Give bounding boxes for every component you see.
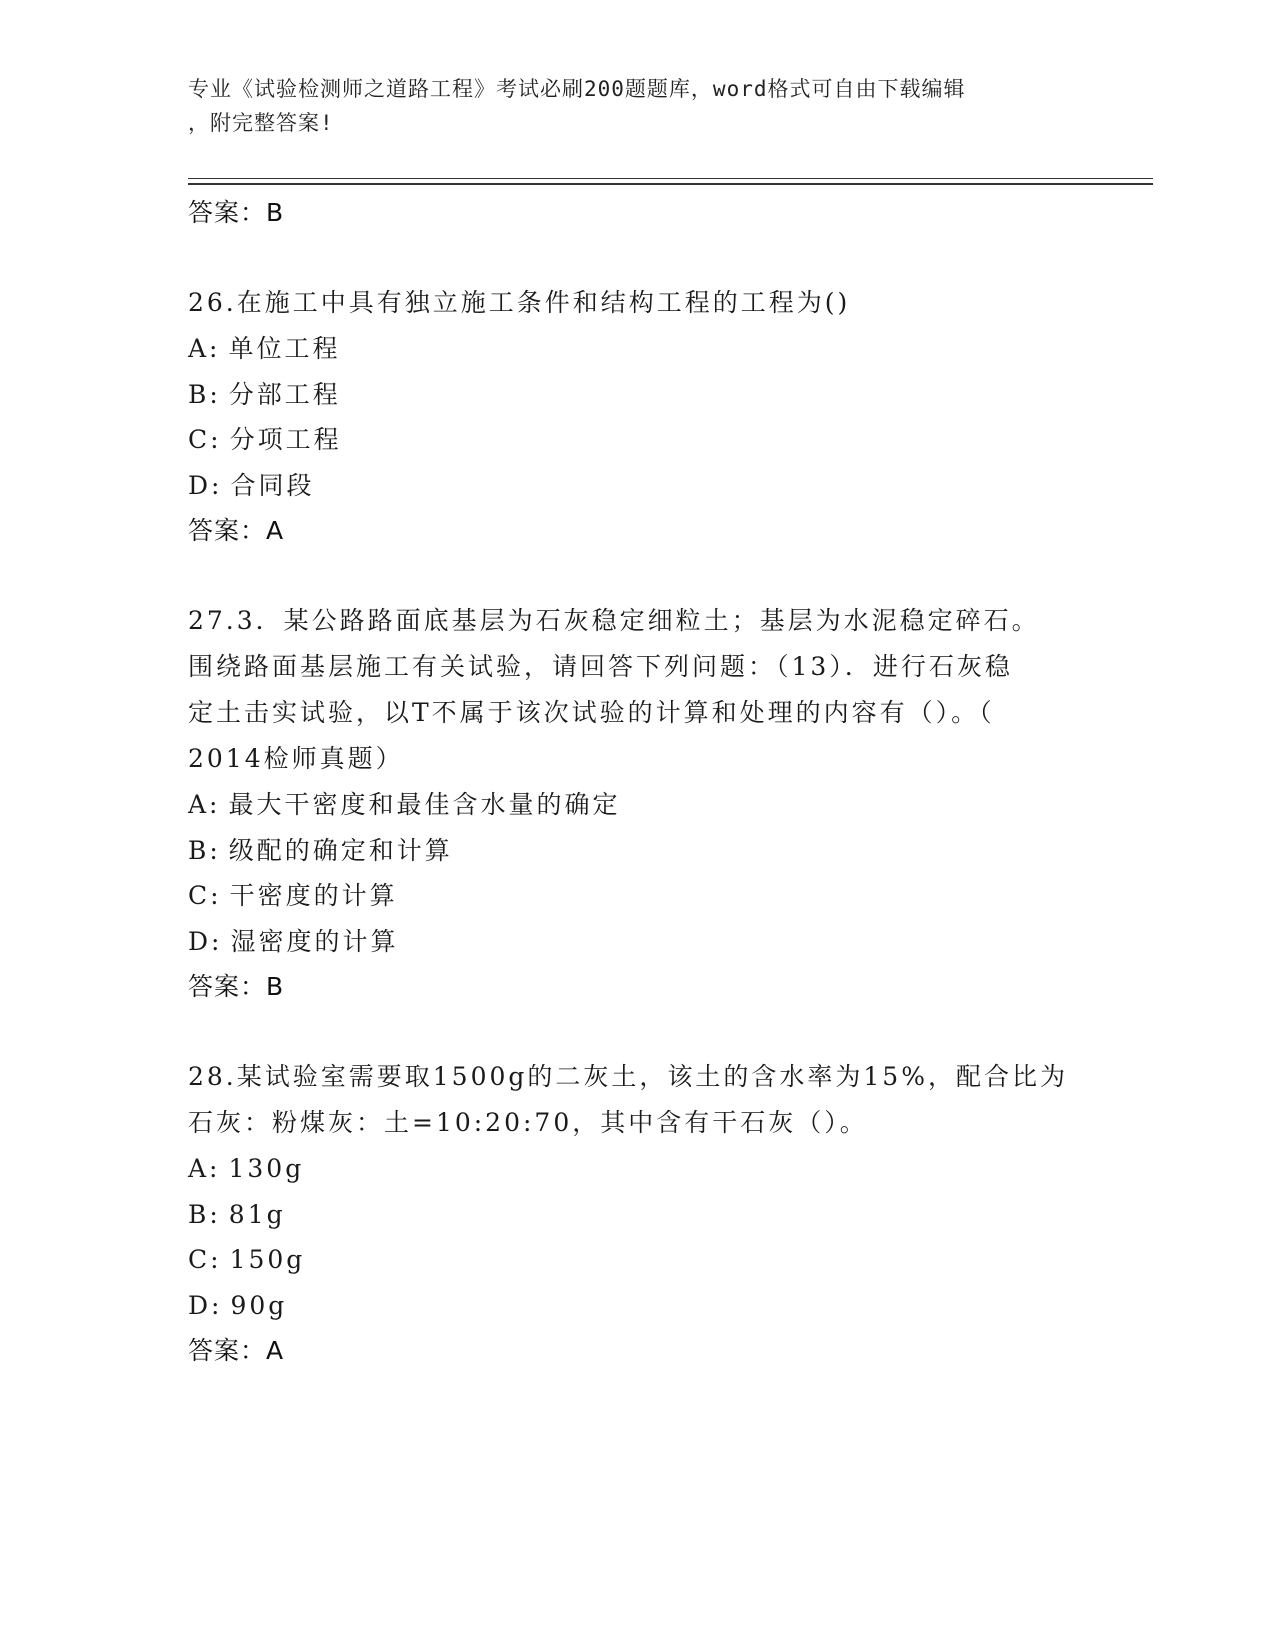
question-26-option-a — [188, 326, 1068, 372]
question-26-stem: 26.在施工中具有独立施工条件和结构工程的工程为() — [188, 288, 851, 317]
option-key: A: — [188, 334, 221, 363]
question-27-stem-line-3: 定土击实试验，以T不属于该次试验的计算和处理的内容有（）。（ — [188, 698, 995, 727]
option-text: 干密度的计算 — [229, 881, 398, 910]
option-key: C: — [188, 1245, 222, 1274]
question-27-option-b — [188, 828, 1068, 874]
question-27-answer: 答案：B — [188, 972, 285, 1001]
header-line-1: 专业《试验检测师之道路工程》考试必刷200题题库，word格式可自由下载编辑 — [188, 77, 966, 101]
option-text: 分项工程 — [229, 425, 342, 454]
option-text: 湿密度的计算 — [230, 926, 399, 956]
question-27-option-c — [188, 873, 1068, 919]
question-28-option-d — [188, 1283, 1068, 1329]
option-text: 最大干密度和最佳含水量的确定 — [228, 790, 621, 819]
question-28-stem-line-1: 28.某试验室需要取1500g的二灰土，该土的含水率为15%，配合比为 — [188, 1062, 1068, 1091]
option-key: D: — [188, 470, 223, 500]
option-key: A: — [188, 1154, 221, 1183]
document-body — [188, 190, 1068, 1374]
question-28-answer: 答案：A — [188, 1336, 285, 1365]
header-line-2: ，附完整答案! — [188, 111, 334, 135]
question-28-stem-line-2: 石灰：粉煤灰：土=10:20:70，其中含有干石灰（）。 — [188, 1108, 868, 1137]
question-27-stem-line-1: 27.3．某公路路面底基层为石灰稳定细粒土；基层为水泥稳定碎石。 — [188, 606, 1040, 635]
question-26-option-d — [188, 463, 1068, 509]
question-26 — [188, 280, 1068, 554]
question-28-option-b — [188, 1192, 1068, 1238]
option-text: 单位工程 — [228, 334, 341, 363]
header-divider-thick — [188, 183, 1153, 185]
option-key: D: — [188, 926, 223, 956]
option-key: B: — [188, 379, 221, 409]
question-28 — [188, 1054, 1068, 1374]
option-text: 分部工程 — [228, 379, 341, 409]
document-header — [188, 72, 1068, 140]
option-key: A: — [188, 790, 221, 819]
question-26-answer: 答案：A — [188, 516, 285, 545]
question-27-stem-line-2: 围绕路面基层施工有关试验，请回答下列问题：（13）．进行石灰稳 — [188, 652, 1013, 681]
option-key: C: — [188, 425, 222, 454]
question-28-option-a — [188, 1146, 1068, 1192]
question-27-option-d — [188, 919, 1068, 965]
question-26-option-b — [188, 372, 1068, 418]
answer-25: 答案：B — [188, 198, 285, 227]
option-text: 150g — [229, 1245, 306, 1274]
option-text: 81g — [228, 1199, 286, 1229]
question-27-option-a — [188, 782, 1068, 828]
option-text: 合同段 — [230, 470, 315, 500]
question-27 — [188, 598, 1068, 1010]
option-key: C: — [188, 881, 222, 910]
option-key: B: — [188, 1199, 221, 1229]
option-text: 130g — [228, 1154, 305, 1183]
question-26-option-c — [188, 417, 1068, 463]
question-28-option-c — [188, 1237, 1068, 1283]
question-27-stem-line-4: 2014检师真题） — [188, 744, 404, 773]
option-text: 90g — [230, 1290, 288, 1320]
option-key: D: — [188, 1290, 223, 1320]
header-divider-thin — [188, 178, 1153, 179]
option-key: B: — [188, 835, 221, 865]
option-text: 级配的确定和计算 — [228, 835, 453, 865]
